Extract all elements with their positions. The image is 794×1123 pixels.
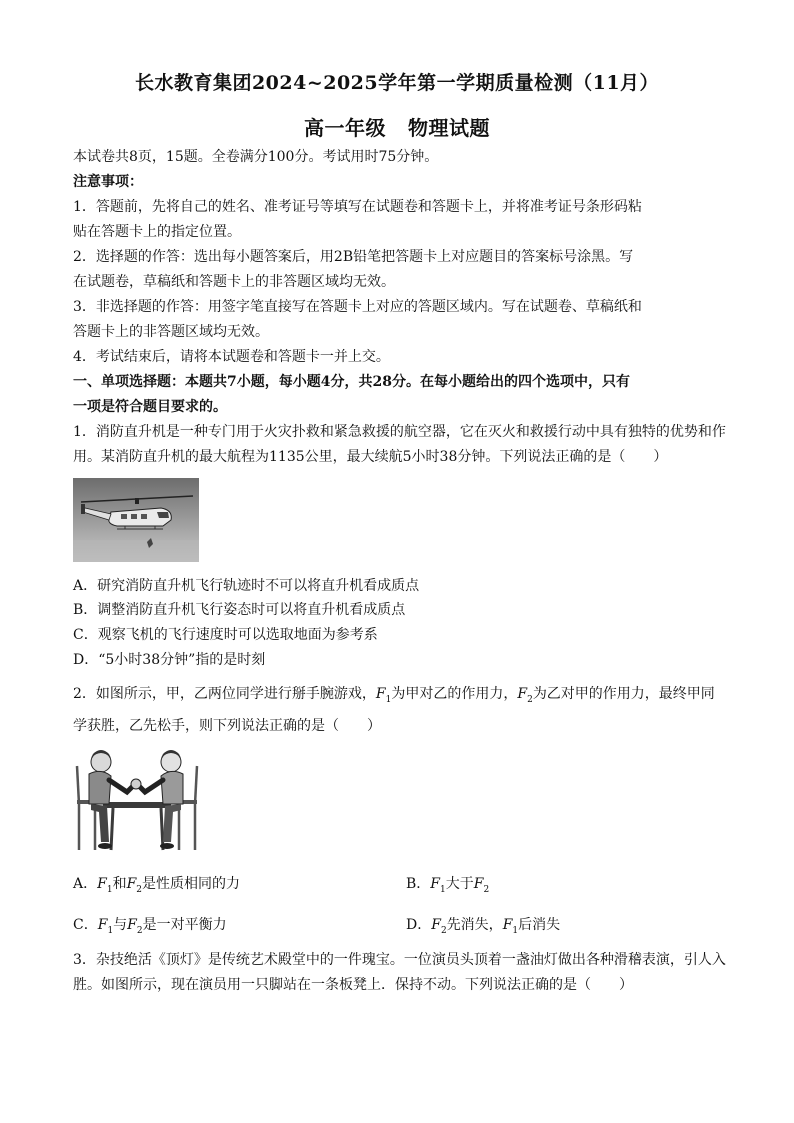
q2-stem	[73, 684, 733, 710]
force-f2-sub: 2	[483, 884, 490, 895]
force-f1-sub: 1	[512, 925, 519, 936]
force-f1: F	[502, 917, 513, 933]
q1-option-d: D．“5小时38分钟”指的是时刻	[73, 652, 266, 668]
force-f2: F	[473, 876, 484, 892]
intro-text: 本试卷共8页，15题。全卷满分100分。考试用时75分钟。	[73, 149, 439, 165]
option-d-text: 先消失，	[446, 917, 503, 933]
q1-option-b: B．调整消防直升机飞行姿态时可以将直升机看成质点	[73, 602, 406, 618]
force-f1-sub: 1	[385, 694, 392, 705]
q1-stem: 1．消防直升机是一种专门用于火灾扑救和紧急救援的航空器，它在灭火和救援行动中具有独特的优势和作	[73, 424, 726, 440]
option-c-and: 与	[113, 917, 128, 933]
force-f2: F	[517, 686, 528, 702]
notice-line: 在试题卷，草稿纸和答题卡上的非答题区域均无效。	[73, 274, 395, 290]
q2-stem-part2: 为甲对乙的作用力，	[391, 686, 518, 702]
option-c-text: 是一对平衡力	[142, 917, 227, 933]
q2-stem-part1: 2．如图所示，甲，乙两位同学进行掰手腕游戏，	[73, 686, 376, 702]
option-a-letter: A．	[73, 876, 98, 892]
helicopter-figure	[73, 478, 199, 562]
q2-option-b	[406, 874, 489, 900]
force-f1-sub: 1	[107, 925, 114, 936]
exam-title: 长水教育集团2024~2025学年第一学期质量检测（11月）	[134, 72, 660, 94]
option-a-text: 是性质相同的力	[142, 876, 241, 892]
q2-stem-part3: 为乙对甲的作用力，最终甲同	[532, 686, 715, 702]
notice-line: 答题卡上的非答题区域均无效。	[73, 324, 269, 340]
subject-label: 物理试题	[408, 116, 490, 140]
q2-stem-cont: 学获胜，乙先松手，则下列说法正确的是（ ）	[73, 718, 381, 734]
q1-option-a: A．研究消防直升机飞行轨迹时不可以将直升机看成质点	[73, 578, 420, 594]
exam-subtitle	[0, 112, 794, 141]
force-f1: F	[97, 876, 107, 892]
force-f2-sub: 2	[136, 925, 143, 936]
arm-wrestling-figure	[73, 746, 201, 856]
option-b-letter: B．	[406, 876, 431, 892]
notice-line: 4．考试结束后，请将本试题卷和答题卡一并上交。	[73, 349, 390, 365]
q1-stem-cont: 用。某消防直升机的最大航程为1135公里，最大续航5小时38分钟。下列说法正确的是（ ）	[73, 449, 668, 465]
force-f2-sub: 2	[440, 925, 447, 936]
grade-label: 高一年级	[304, 116, 386, 140]
option-d-letter: D．	[406, 917, 432, 933]
option-a-and: 和	[112, 876, 127, 892]
q3-stem-cont: 胜。如图所示，现在演员用一只脚站在一条板凳上．保持不动。下列说法正确的是（ ）	[73, 977, 633, 993]
option-c-letter: C．	[73, 917, 98, 933]
force-f2: F	[431, 917, 441, 933]
section-heading-cont: 一项是符合题目要求的。	[73, 399, 227, 415]
notice-heading: 注意事项：	[73, 174, 143, 190]
q2-option-c	[73, 915, 227, 941]
option-d-text-end: 后消失	[518, 917, 561, 933]
notice-line: 3．非选择题的作答：用签字笔直接写在答题卡上对应的答题区域内。写在试题卷、草稿纸和	[73, 299, 642, 315]
option-b-text: 大于	[445, 876, 474, 892]
force-f1-sub: 1	[440, 884, 446, 895]
q2-option-d	[406, 915, 560, 941]
force-f2-sub: 2	[527, 694, 533, 705]
force-f2: F	[127, 917, 137, 933]
notice-line: 1．答题前，先将自己的姓名、准考证号等填写在试题卷和答题卡上，并将准考证号条形码粘	[73, 199, 642, 215]
section-heading: 一、单项选择题：本题共7小题，每小题4分，共28分。在每小题给出的四个选项中，只有	[73, 374, 630, 390]
force-f1: F	[375, 686, 386, 702]
q3-stem: 3．杂技绝活《顶灯》是传统艺术殿堂中的一件瑰宝。一位演员头顶着一盏油灯做出各种滑稽表演，引人入	[73, 952, 726, 968]
force-f2-sub: 2	[136, 884, 143, 895]
force-f1: F	[430, 876, 441, 892]
q1-option-c: C．观察飞机的飞行速度时可以选取地面为参考系	[73, 627, 378, 643]
notice-line: 2．选择题的作答：选出每小题答案后，用2B铅笔把答题卡上对应题目的答案标号涂黑。写	[73, 249, 634, 265]
q2-option-a	[73, 874, 240, 900]
force-f2: F	[126, 876, 137, 892]
force-f1: F	[97, 917, 108, 933]
force-f1-sub: 1	[106, 884, 113, 895]
notice-line: 贴在答题卡上的指定位置。	[73, 224, 241, 240]
